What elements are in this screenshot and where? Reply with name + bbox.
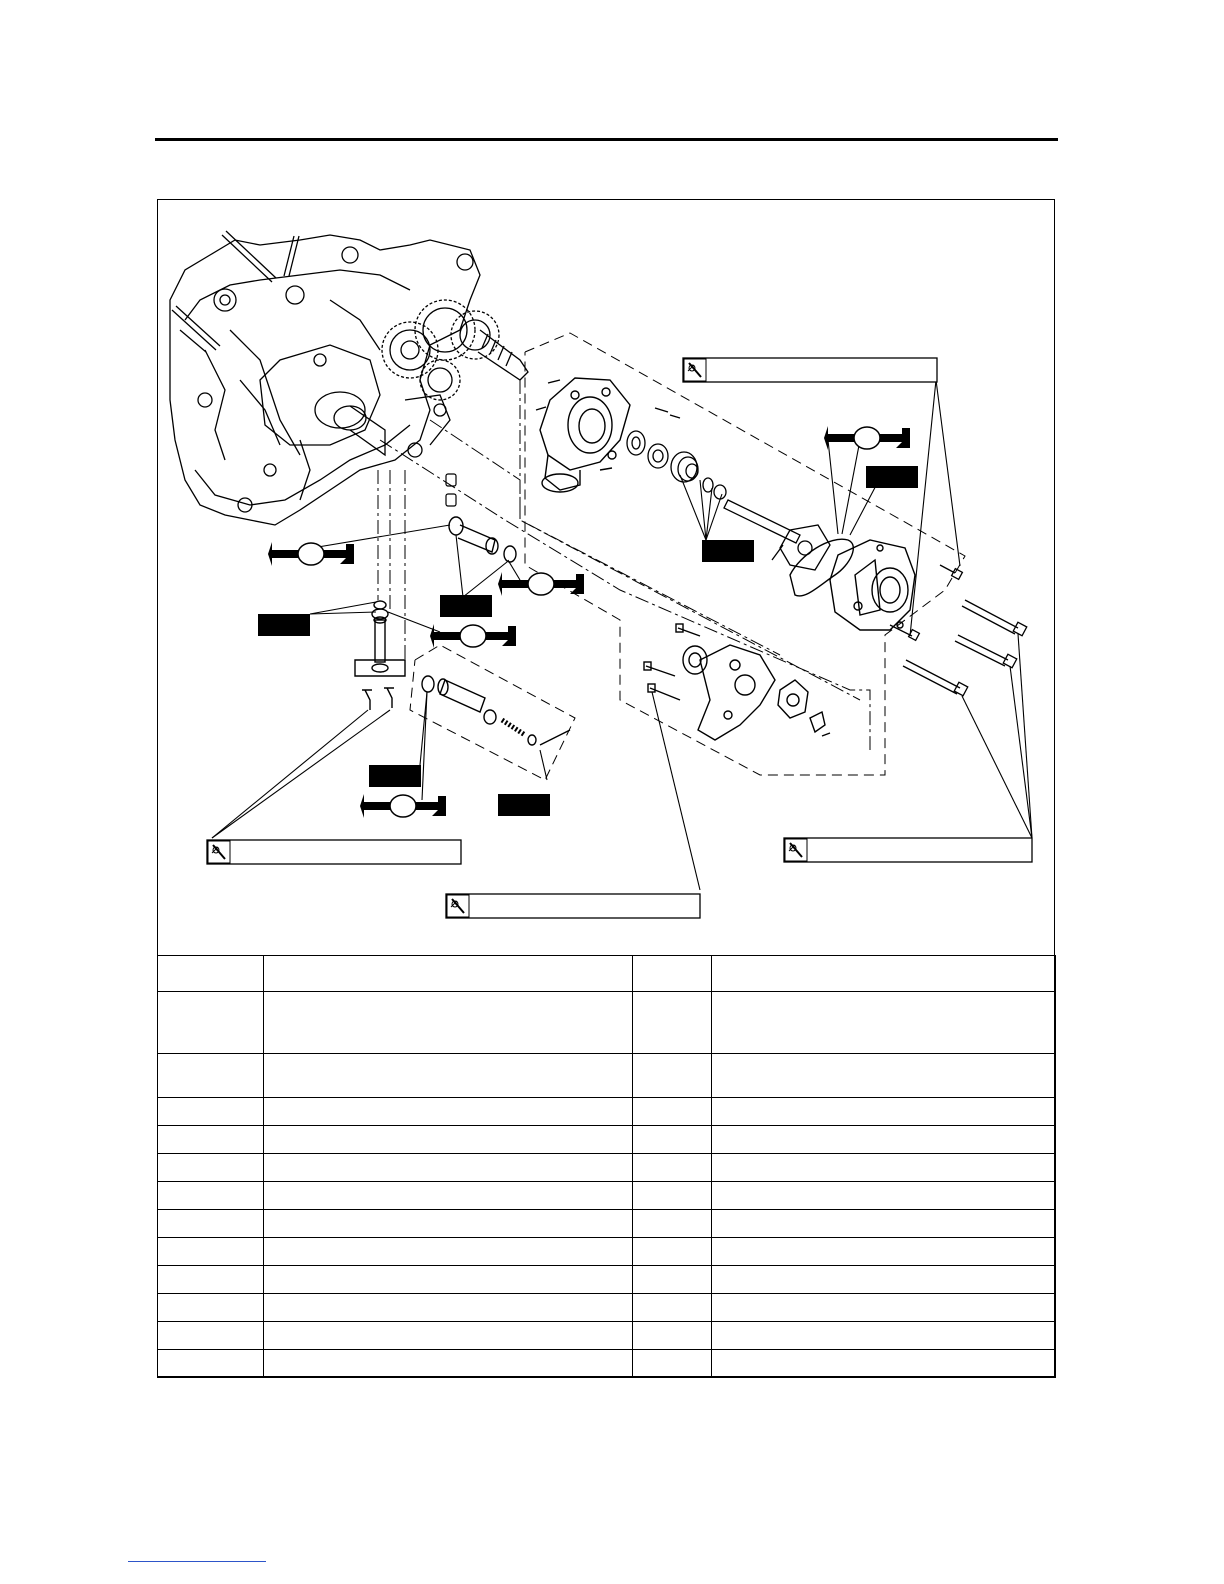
table-cell [264, 1322, 633, 1350]
table-row [158, 1266, 1056, 1294]
table-cell [158, 1210, 264, 1238]
parts-table [157, 955, 1056, 1378]
table-cell [264, 992, 633, 1054]
table-row [158, 1098, 1056, 1126]
table-cell [633, 1350, 712, 1378]
table-cell [712, 956, 1056, 992]
lubricate-icon-left [268, 542, 354, 566]
table-cell [264, 1294, 633, 1322]
table-cell [712, 1350, 1056, 1378]
table-row [158, 992, 1056, 1054]
bearing-and-seals [627, 431, 726, 499]
table-cell [712, 1054, 1056, 1098]
table-row [158, 1350, 1056, 1378]
table-cell [712, 992, 1056, 1054]
table-cell [633, 1054, 712, 1098]
torque-box-top-right [683, 358, 937, 382]
table-row [158, 1182, 1056, 1210]
table-cell [158, 1098, 264, 1126]
relief-valve-group-dashed [410, 645, 575, 780]
replace-tag-pin [498, 794, 550, 816]
pump-cover-gasket [790, 539, 853, 596]
table-cell [633, 1098, 712, 1126]
table-cell [712, 1182, 1056, 1210]
table-cell [264, 1210, 633, 1238]
table-cell [158, 1350, 264, 1378]
table-cell [633, 1182, 712, 1210]
table-cell [712, 1126, 1056, 1154]
table-cell [633, 1126, 712, 1154]
table-cell [633, 1266, 712, 1294]
replace-tags [258, 466, 918, 816]
table-row [158, 956, 1056, 992]
torque-box-left [207, 840, 461, 864]
table-cell [158, 1126, 264, 1154]
table-cell [264, 1238, 633, 1266]
table-row [158, 1294, 1056, 1322]
table-cell [158, 1294, 264, 1322]
table-cell [712, 1154, 1056, 1182]
table-cell [712, 1322, 1056, 1350]
replace-tag-oring-pipe [440, 595, 492, 617]
table-cell [158, 992, 264, 1054]
table-cell [633, 1238, 712, 1266]
table-cell [264, 1154, 633, 1182]
table-cell [264, 1350, 633, 1378]
table-cell [158, 1238, 264, 1266]
table-cell [264, 1266, 633, 1294]
table-cell [264, 1126, 633, 1154]
table-cell [633, 1294, 712, 1322]
table-cell [264, 1054, 633, 1098]
table-cell [633, 1154, 712, 1182]
table-cell [158, 1054, 264, 1098]
table-row [158, 1322, 1056, 1350]
table-cell [633, 1210, 712, 1238]
table-cell [712, 1210, 1056, 1238]
table-cell [633, 1322, 712, 1350]
relief-valve [422, 676, 570, 745]
table-cell [264, 1098, 633, 1126]
table-cell [633, 992, 712, 1054]
parts-table-body [158, 956, 1056, 1378]
bottom-link-underline [128, 1561, 266, 1562]
replace-tag-seals [702, 540, 754, 562]
table-cell [158, 1322, 264, 1350]
table-row [158, 1238, 1056, 1266]
water-pump-cover [830, 540, 915, 630]
torque-box-right [784, 838, 1032, 862]
table-cell [712, 1238, 1056, 1266]
table-cell [633, 956, 712, 992]
replace-tag-oring-valve [369, 765, 421, 787]
table-cell [158, 1182, 264, 1210]
lubricate-icon-gasket [824, 426, 910, 450]
table-row [158, 1054, 1056, 1098]
table-row [158, 1126, 1056, 1154]
table-cell [158, 1266, 264, 1294]
lubricate-icon-oring [430, 624, 516, 648]
table-cell [712, 1294, 1056, 1322]
dowel-pins [446, 474, 456, 506]
table-cell [158, 956, 264, 992]
lubricate-icon-pipe [498, 572, 584, 596]
table-cell [712, 1098, 1056, 1126]
replace-tag-gasket [866, 466, 918, 488]
table-cell [158, 1154, 264, 1182]
table-cell [264, 1182, 633, 1210]
lubricate-icon-valve [360, 794, 446, 818]
crankcase-assembly [170, 231, 528, 525]
water-pump-housing [536, 378, 680, 492]
table-row [158, 1210, 1056, 1238]
table-row [158, 1154, 1056, 1182]
replace-tag-oring-left [258, 614, 310, 636]
table-cell [712, 1266, 1056, 1294]
torque-box-bottom-center [446, 894, 700, 918]
table-cell [264, 956, 633, 992]
